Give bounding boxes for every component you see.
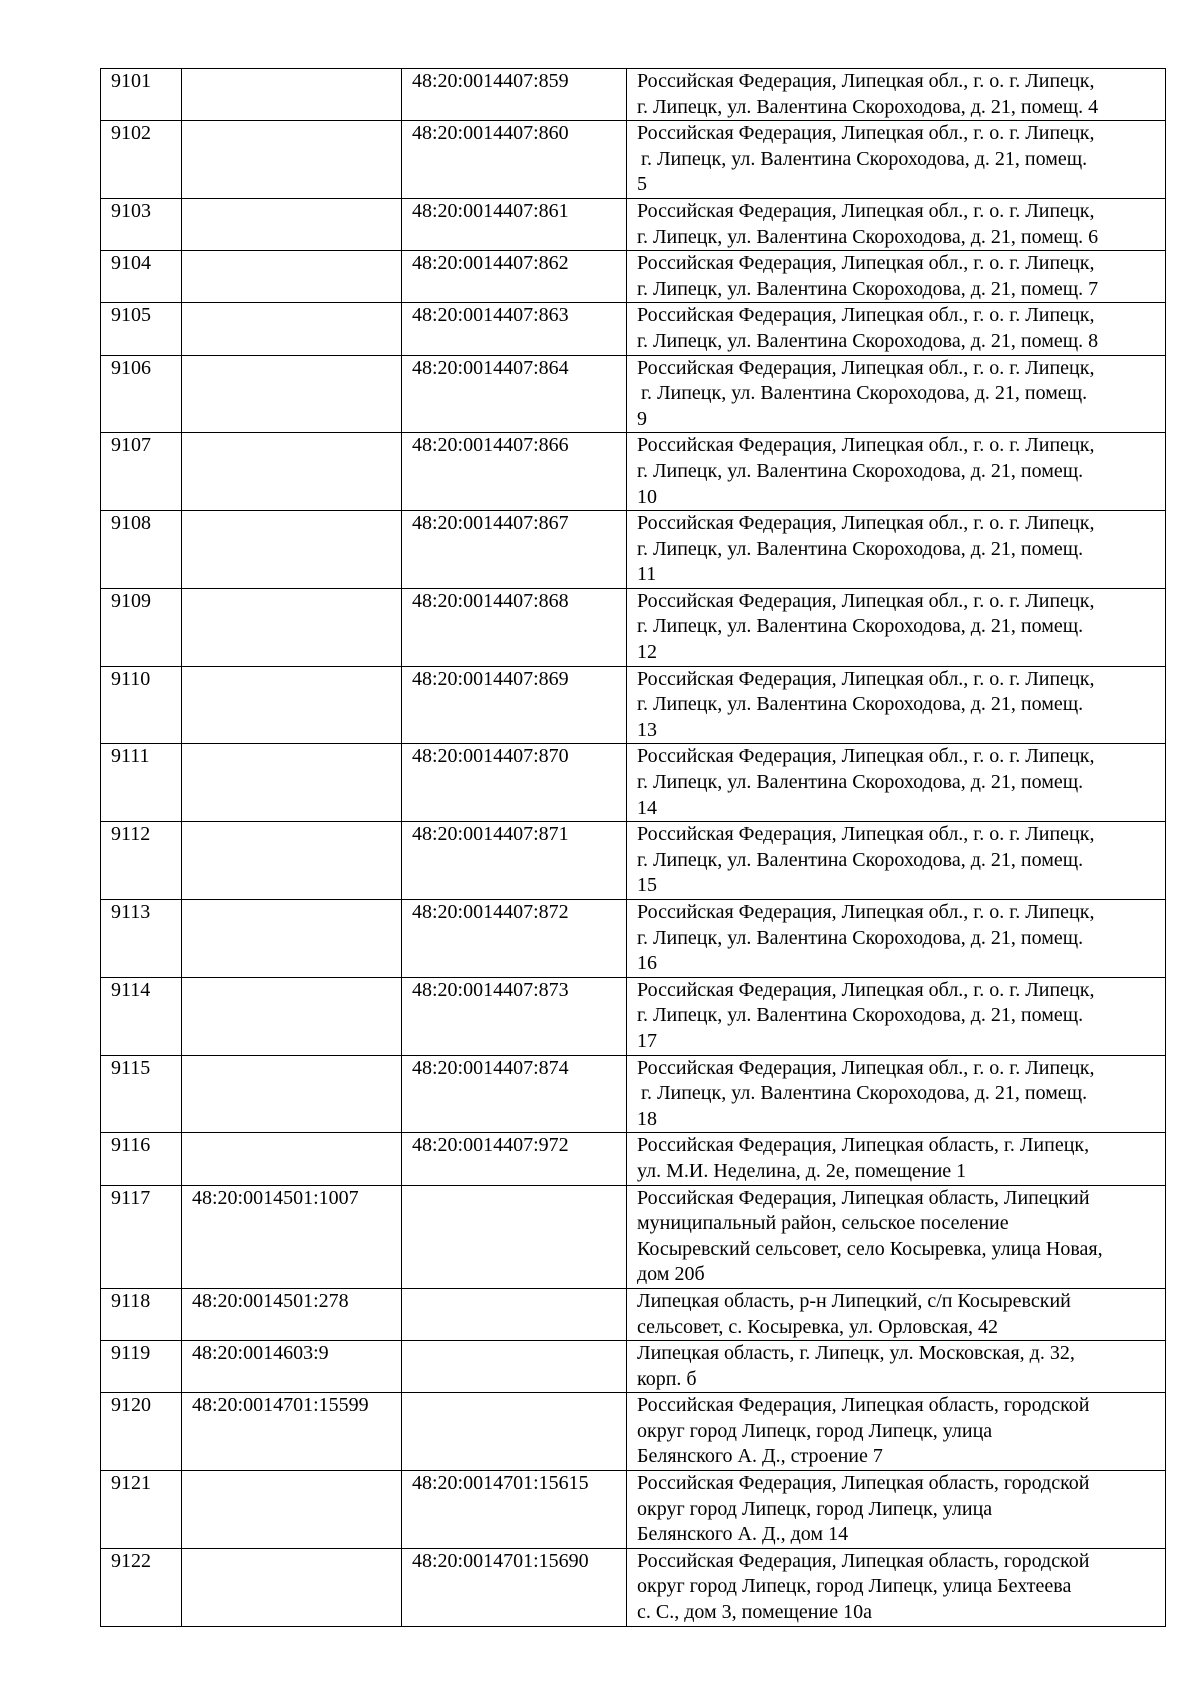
address-line: 10 (637, 485, 657, 508)
address-line: г. Липецк, ул. Валентина Скороходова, д. 21, помещ. (637, 926, 1084, 949)
address-line: дом 20б (637, 1263, 705, 1286)
table-row (101, 1341, 1166, 1393)
registry-table (100, 68, 1166, 1627)
address-cell (627, 1341, 1166, 1393)
address-line: г. Липецк, ул. Валентина Скороходова, д. 21, помещ. (641, 1082, 1088, 1105)
cadastral-number-premises: 48:20:0014407:862 (402, 251, 627, 303)
cadastral-number-premises: 48:20:0014407:870 (402, 744, 627, 822)
cadastral-number-parcel (182, 121, 402, 199)
table-row (101, 666, 1166, 744)
table-row (101, 1471, 1166, 1549)
address-cell (627, 1133, 1166, 1185)
row-number: 9112 (101, 822, 182, 900)
address-line: Российская Федерация, Липецкая обл., г. о. г. Липецк, (637, 745, 1095, 768)
cadastral-number-premises: 48:20:0014407:868 (402, 588, 627, 666)
address-line: г. Липецк, ул. Валентина Скороходова, д. 21, помещ. (637, 1004, 1084, 1027)
cadastral-number-premises: 48:20:0014407:859 (402, 69, 627, 121)
address-cell (627, 588, 1166, 666)
cadastral-number-parcel (182, 1548, 402, 1626)
row-number: 9108 (101, 511, 182, 589)
address-line: 13 (637, 718, 657, 741)
row-number: 9107 (101, 433, 182, 511)
cadastral-number-parcel (182, 303, 402, 355)
row-number: 9120 (101, 1393, 182, 1471)
address-line: Российская Федерация, Липецкая обл., г. о. г. Липецк, (637, 589, 1095, 612)
address-line: корп. б (637, 1367, 697, 1390)
address-cell (627, 1055, 1166, 1133)
table-row (101, 900, 1166, 978)
address-line: г. Липецк, ул. Валентина Скороходова, д. 21, помещ. (641, 382, 1088, 405)
address-line: г. Липецк, ул. Валентина Скороходова, д. 21, помещ. (641, 147, 1088, 170)
row-number: 9109 (101, 588, 182, 666)
address-line: г. Липецк, ул. Валентина Скороходова, д. 21, помещ. (637, 537, 1084, 560)
cadastral-number-premises: 48:20:0014407:869 (402, 666, 627, 744)
address-cell (627, 355, 1166, 433)
cadastral-number-parcel: 48:20:0014501:1007 (182, 1185, 402, 1288)
row-number: 9113 (101, 900, 182, 978)
address-line: г. Липецк, ул. Валентина Скороходова, д. 21, помещ. (637, 615, 1084, 638)
address-line: Российская Федерация, Липецкая область, Липецкий (637, 1186, 1090, 1209)
table-row (101, 1548, 1166, 1626)
row-number: 9104 (101, 251, 182, 303)
cadastral-number-premises: 48:20:0014407:863 (402, 303, 627, 355)
row-number: 9103 (101, 198, 182, 250)
address-cell (627, 198, 1166, 250)
cadastral-number-parcel (182, 69, 402, 121)
table-row (101, 511, 1166, 589)
address-line: 14 (637, 796, 657, 819)
address-line: 12 (637, 641, 657, 664)
cadastral-number-premises: 48:20:0014407:972 (402, 1133, 627, 1185)
row-number: 9122 (101, 1548, 182, 1626)
address-cell (627, 1548, 1166, 1626)
table-row (101, 1133, 1166, 1185)
cadastral-number-parcel (182, 822, 402, 900)
row-number: 9110 (101, 666, 182, 744)
address-line: г. Липецк, ул. Валентина Скороходова, д. 21, помещ. (637, 693, 1084, 716)
address-line: г. Липецк, ул. Валентина Скороходова, д. 21, помещ. (637, 459, 1084, 482)
cadastral-number-parcel (182, 1055, 402, 1133)
cadastral-number-premises (402, 1288, 627, 1340)
address-line: Российская Федерация, Липецкая область, г. Липецк, (637, 1134, 1090, 1157)
row-number: 9101 (101, 69, 182, 121)
row-number: 9121 (101, 1471, 182, 1549)
cadastral-number-premises (402, 1393, 627, 1471)
address-line: 17 (637, 1029, 657, 1052)
table-row (101, 303, 1166, 355)
table-row (101, 977, 1166, 1055)
table-row (101, 433, 1166, 511)
cadastral-number-parcel (182, 588, 402, 666)
cadastral-number-premises: 48:20:0014407:872 (402, 900, 627, 978)
address-line: 5 (637, 173, 647, 196)
address-line: 11 (637, 563, 657, 586)
address-line: Белянского А. Д., дом 14 (637, 1523, 849, 1546)
cadastral-number-premises: 48:20:0014407:866 (402, 433, 627, 511)
address-cell (627, 977, 1166, 1055)
address-line: 16 (637, 952, 657, 975)
address-cell (627, 1393, 1166, 1471)
address-cell (627, 433, 1166, 511)
address-line: г. Липецк, ул. Валентина Скороходова, д. 21, помещ. (637, 771, 1084, 794)
cadastral-number-parcel (182, 511, 402, 589)
address-line: г. Липецк, ул. Валентина Скороходова, д. 21, помещ. (637, 848, 1084, 871)
address-line: Российская Федерация, Липецкая область, городской (637, 1472, 1090, 1495)
table-row (101, 355, 1166, 433)
address-line: 9 (637, 407, 647, 430)
address-line: Российская Федерация, Липецкая обл., г. о. г. Липецк, (637, 901, 1095, 923)
cadastral-number-parcel: 48:20:0014501:278 (182, 1288, 402, 1340)
address-line: Российская Федерация, Липецкая область, городской (637, 1549, 1090, 1572)
address-cell (627, 822, 1166, 900)
cadastral-number-parcel (182, 198, 402, 250)
cadastral-number-premises (402, 1185, 627, 1288)
address-line: 15 (637, 874, 657, 897)
table-row (101, 121, 1166, 199)
address-cell (627, 511, 1166, 589)
row-number: 9117 (101, 1185, 182, 1288)
address-line: ул. М.И. Неделина, д. 2е, помещение 1 (637, 1159, 967, 1182)
row-number: 9118 (101, 1288, 182, 1340)
cadastral-number-parcel (182, 744, 402, 822)
address-line: Российская Федерация, Липецкая обл., г. о. г. Липецк, (637, 122, 1095, 145)
address-line: Косыревский сельсовет, село Косыревка, улица Новая, (637, 1237, 1103, 1260)
cadastral-number-parcel (182, 1133, 402, 1185)
address-cell (627, 303, 1166, 355)
address-cell (627, 900, 1166, 978)
address-line: г. Липецк, ул. Валентина Скороходова, д. 21, помещ. 8 (637, 329, 1099, 352)
address-line: Российская Федерация, Липецкая обл., г. о. г. Липецк, (637, 356, 1095, 379)
cadastral-number-parcel (182, 900, 402, 978)
address-cell (627, 121, 1166, 199)
cadastral-number-premises: 48:20:0014407:861 (402, 198, 627, 250)
address-line: Липецкая область, р-н Липецкий, с/п Косыревский (637, 1289, 1071, 1312)
row-number: 9111 (101, 744, 182, 822)
cadastral-number-parcel: 48:20:0014603:9 (182, 1341, 402, 1393)
address-line: г. Липецк, ул. Валентина Скороходова, д. 21, помещ. 4 (637, 95, 1099, 118)
table-row (101, 744, 1166, 822)
address-line: Липецкая область, г. Липецк, ул. Московская, д. 32, (637, 1342, 1075, 1365)
address-line: г. Липецк, ул. Валентина Скороходова, д. 21, помещ. 7 (637, 277, 1099, 300)
address-line: Российская Федерация, Липецкая обл., г. о. г. Липецк, (637, 1056, 1095, 1079)
address-cell (627, 1288, 1166, 1340)
address-line: Белянского А. Д., строение 7 (637, 1445, 883, 1468)
table-row (101, 1393, 1166, 1471)
row-number: 9102 (101, 121, 182, 199)
cadastral-number-parcel (182, 355, 402, 433)
cadastral-number-parcel (182, 666, 402, 744)
row-number: 9105 (101, 303, 182, 355)
row-number: 9116 (101, 1133, 182, 1185)
cadastral-number-premises (402, 1341, 627, 1393)
row-number: 9106 (101, 355, 182, 433)
cadastral-number-parcel (182, 433, 402, 511)
address-cell (627, 251, 1166, 303)
cadastral-number-premises: 48:20:0014407:864 (402, 355, 627, 433)
cadastral-number-parcel (182, 1471, 402, 1549)
address-line: Российская Федерация, Липецкая обл., г. о. г. Липецк, (637, 434, 1095, 457)
cadastral-number-premises: 48:20:0014701:15690 (402, 1548, 627, 1626)
address-cell (627, 666, 1166, 744)
row-number: 9119 (101, 1341, 182, 1393)
table-row (101, 251, 1166, 303)
address-cell (627, 744, 1166, 822)
registry-table-body (101, 69, 1166, 1627)
address-cell (627, 1471, 1166, 1549)
address-line: муниципальный район, сельское поселение (637, 1212, 1009, 1235)
address-line: Российская Федерация, Липецкая обл., г. о. г. Липецк, (637, 512, 1095, 535)
address-line: Российская Федерация, Липецкая обл., г. о. г. Липецк, (637, 252, 1095, 275)
cadastral-number-parcel (182, 251, 402, 303)
row-number: 9115 (101, 1055, 182, 1133)
cadastral-number-premises: 48:20:0014407:873 (402, 977, 627, 1055)
address-cell (627, 69, 1166, 121)
table-row (101, 588, 1166, 666)
address-line: округ город Липецк, город Липецк, улица (637, 1497, 993, 1520)
cadastral-number-premises: 48:20:0014407:860 (402, 121, 627, 199)
table-row (101, 1055, 1166, 1133)
row-number: 9114 (101, 977, 182, 1055)
address-line: 18 (637, 1107, 657, 1130)
address-line: с. С., дом 3, помещение 10а (637, 1601, 872, 1624)
address-line: Российская Федерация, Липецкая обл., г. о. г. Липецк, (637, 304, 1095, 327)
table-row (101, 822, 1166, 900)
address-line: Российская Федерация, Липецкая область, городской (637, 1394, 1090, 1417)
cadastral-number-premises: 48:20:0014407:867 (402, 511, 627, 589)
address-line: округ город Липецк, город Липецк, улица (637, 1419, 993, 1442)
address-line: Российская Федерация, Липецкая обл., г. о. г. Липецк, (637, 199, 1095, 222)
address-line: Российская Федерация, Липецкая обл., г. о. г. Липецк, (637, 978, 1095, 1001)
cadastral-number-parcel: 48:20:0014701:15599 (182, 1393, 402, 1471)
address-line: Российская Федерация, Липецкая обл., г. о. г. Липецк, (637, 70, 1095, 92)
table-row (101, 1288, 1166, 1340)
address-line: г. Липецк, ул. Валентина Скороходова, д. 21, помещ. 6 (637, 225, 1099, 248)
address-line: сельсовет, с. Косыревка, ул. Орловская, 42 (637, 1315, 999, 1338)
address-line: Российская Федерация, Липецкая обл., г. о. г. Липецк, (637, 667, 1095, 690)
cadastral-number-premises: 48:20:0014701:15615 (402, 1471, 627, 1549)
cadastral-number-parcel (182, 977, 402, 1055)
cadastral-number-premises: 48:20:0014407:874 (402, 1055, 627, 1133)
address-line: округ город Липецк, город Липецк, улица Бехтеева (637, 1575, 1072, 1598)
table-row (101, 69, 1166, 121)
cadastral-number-premises: 48:20:0014407:871 (402, 822, 627, 900)
address-cell (627, 1185, 1166, 1288)
address-line: Российская Федерация, Липецкая обл., г. о. г. Липецк, (637, 823, 1095, 846)
table-row (101, 1185, 1166, 1288)
table-row (101, 198, 1166, 250)
